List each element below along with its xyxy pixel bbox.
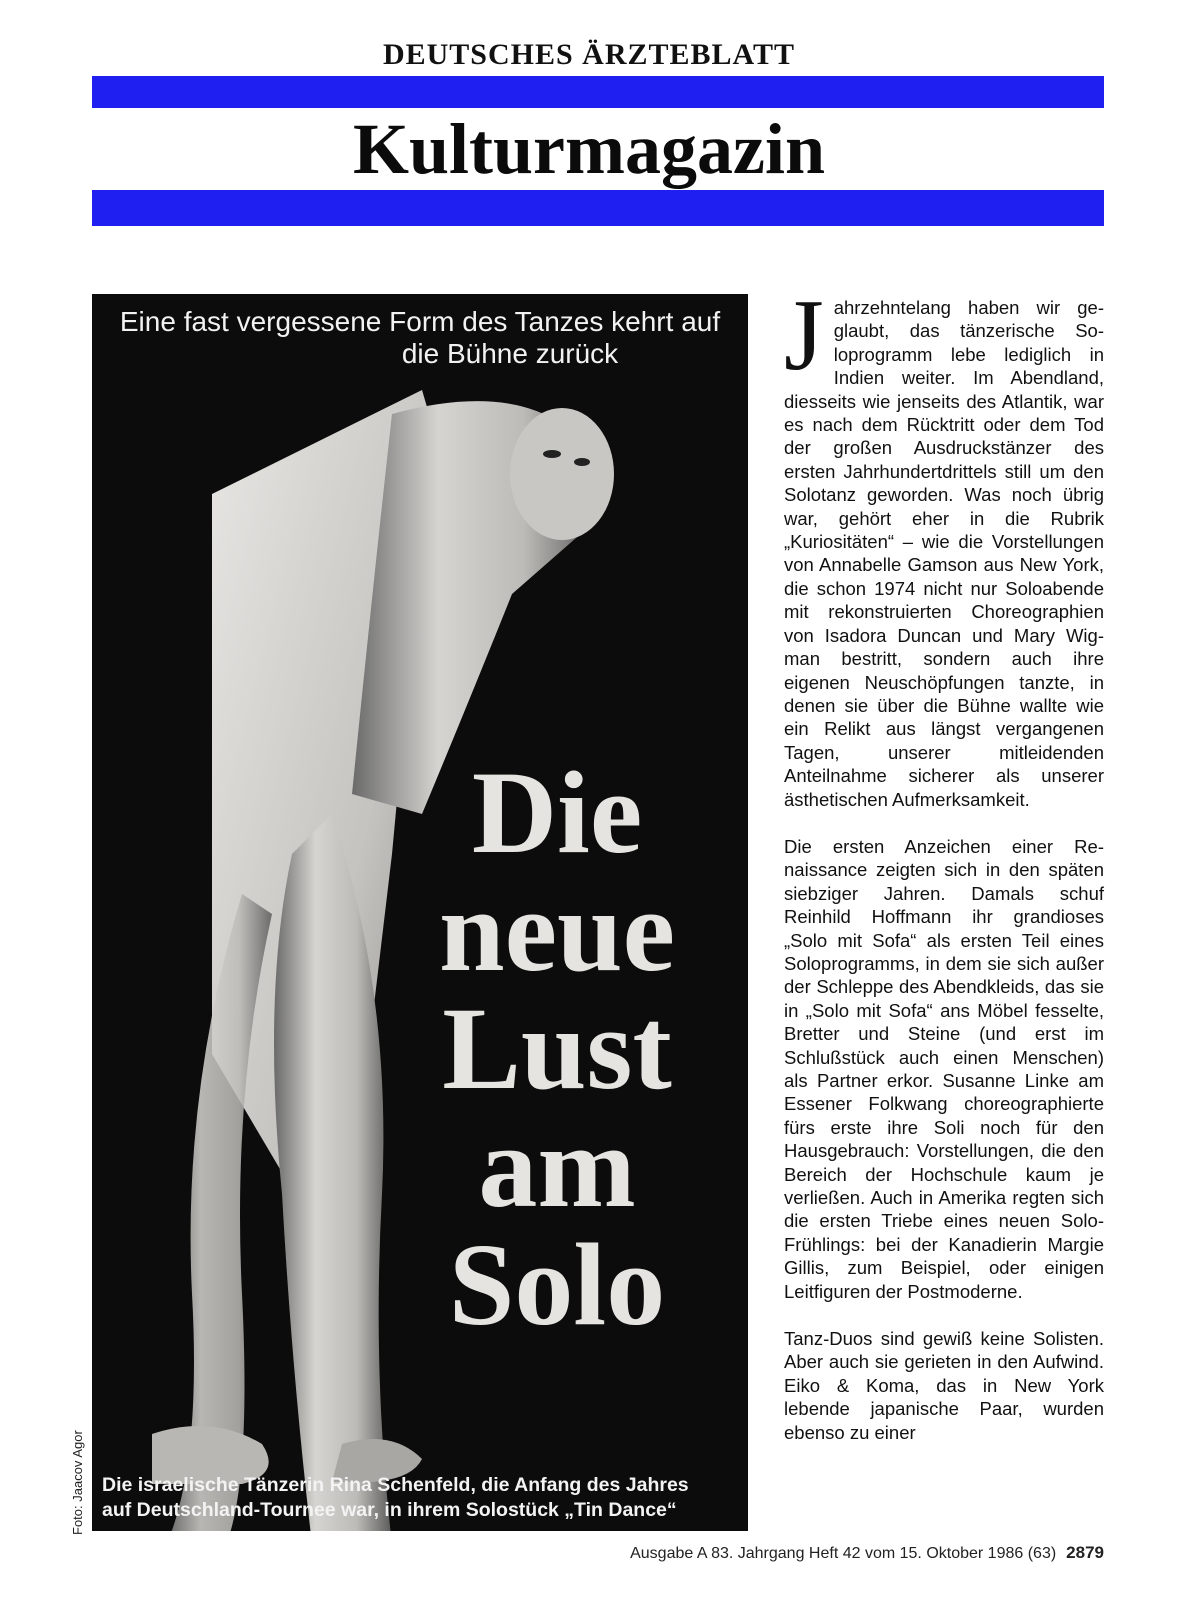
article-body [784,279,1104,1468]
article-paragraph: Die ersten Anzeichen einer Renaissance zeigten sich in den späten siebziger Jahren. Damals schuf Reinhild Hoffmann ihr grandioses „Solo mit Sofa“ als ersten Teil eines Soloprogramms, in dem sie sich außer der Schleppe des Abendkleids, das sie in „Solo mit Sofa“ ans Möbel fesselte, Bretter und Steine (und erst im Schlußstück auch einen Menschen) als Partner erkor. Susanne Linke am Essener Folkwang choreographierte fürs erste ihre Soli noch für den Hausgebrauch: Vorstellungen, die den Bereich der Hochschule kaum je verließen. Auch in Amerika regten sich die ersten Triebe eines neuen Solo-Frühlings: bei der Kanadierin Margie Gillis, zum Beispiel, oder einigen Leitfiguren der Postmoderne. [784,835,1104,1302]
headline-word: am [478,1101,636,1232]
headline-word: Solo [448,1219,666,1350]
deck-line-2: die Bühne zurück [401,338,619,369]
caption-line-1: Die israelische Tänzerin Rina Schenfeld, die Anfang des Jahres [102,1474,689,1496]
masthead: DEUTSCHES ÄRZTEBLATT [382,38,796,71]
headline [322,747,748,1350]
headline-word: neue [439,865,675,996]
deck-line-1: Eine fast vergessene Form des Tanzes kehrt auf [119,306,721,337]
drop-cap: J [784,279,824,392]
section-title: Kulturmagazin [352,109,825,189]
caption-line-2: auf Deutschland-Tournee war, in ihrem Solostück „Tin Dance“ [102,1499,677,1521]
photo-credit: Foto: Jaacov Agor [70,1430,85,1535]
article-paragraph: Tanz-Duos sind gewiß keine Solisten. Aber auch sie gerieten in den Aufwind. Eiko & Koma, das in New York lebende japanische Paar, wurden ebenso zu einer [784,1328,1104,1443]
photo-deck [92,306,748,370]
accent-bar-top [92,76,1104,108]
dancer-photo [92,294,748,1531]
headline-word: Lust [442,983,672,1114]
paragraph-1-text: ahrzehntelang haben wir geglaubt, das tänzerische Soloprogramm lebe lediglich in Indien weiter. Im Abendland, diesseits wie jenseits des Atlantik, war es nach dem Rücktritt oder dem Tod der großen Ausdruckstänzer des ersten Jahrhundertdrittels still um den Solotanz geworden. Was noch übrig war, gehört eher in die Rubrik „Kuriositäten“ – wie die Vorstellungen von Annabelle Gamson aus New York, die schon 1974 nicht nur Soloabende mit rekonstruierten Choreographien von Isadora Duncan und Mary Wigman bestritt, sondern auch ihre eigenen Neuschöpfungen tanzte, in denen sie über die Bühne wallte wie ein Relikt aus längst vergangenen Tagen, unserer mitleidenden Anteilnahme sicherer als unserer ästhetischen Aufmerksamkeit. [784,297,1104,810]
accent-bar-bottom [92,190,1104,226]
headline-word: Die [471,747,643,878]
photo-caption [102,1473,738,1523]
page-footer [496,1543,1104,1563]
page-number: 2879 [1066,1543,1104,1562]
article-paragraph [784,279,1104,811]
footer-issue-info: Ausgabe A 83. Jahrgang Heft 42 vom 15. Oktober 1986 (63) [630,1545,1057,1562]
